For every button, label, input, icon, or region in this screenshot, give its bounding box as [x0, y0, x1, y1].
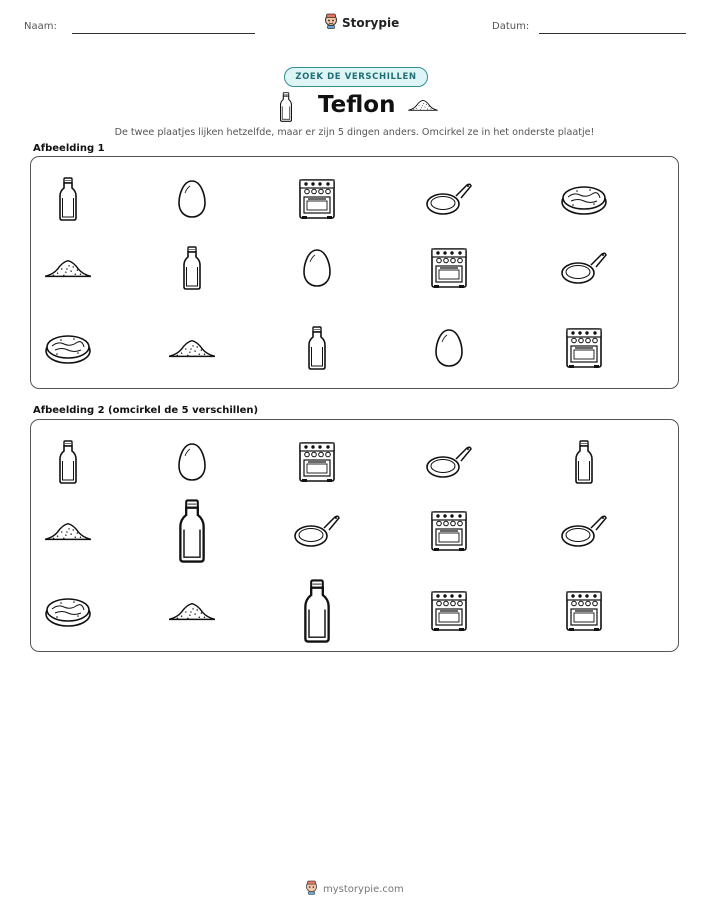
pancake-icon[interactable]: [38, 581, 98, 641]
stove-icon[interactable]: [554, 581, 614, 641]
egg-icon[interactable]: [287, 238, 347, 298]
storypie-mascot-icon: [305, 880, 318, 899]
bottle-icon[interactable]: [162, 238, 222, 298]
stove-icon[interactable]: [287, 169, 347, 229]
pan-icon[interactable]: [287, 501, 347, 561]
brand-name: Storypie: [342, 16, 400, 30]
footer-site: mystorypie.com: [323, 884, 404, 895]
date-field[interactable]: [539, 33, 686, 34]
picture1-panel: [30, 156, 679, 389]
stove-icon[interactable]: [287, 432, 347, 492]
instructions: De twee plaatjes lijken hetzelfde, maar er zijn 5 dingen anders. Omcirkel ze in het onderste plaatje!: [114, 127, 595, 138]
pancake-icon[interactable]: [554, 169, 614, 229]
bottle-icon: [279, 92, 293, 126]
powder-pile-icon[interactable]: [162, 581, 222, 641]
stove-icon[interactable]: [419, 238, 479, 298]
storypie-mascot-icon: [324, 13, 338, 33]
bottle-icon[interactable]: [554, 432, 614, 492]
brand-logo: [324, 13, 399, 33]
pancake-icon[interactable]: [38, 318, 98, 378]
stove-icon[interactable]: [419, 501, 479, 561]
stove-icon[interactable]: [419, 581, 479, 641]
name-field[interactable]: [72, 33, 255, 34]
bottle-icon[interactable]: [38, 169, 98, 229]
name-label: Naam:: [24, 21, 57, 32]
footer: [305, 880, 404, 899]
pan-icon[interactable]: [554, 501, 614, 561]
bottle-icon[interactable]: [287, 581, 347, 641]
picture2-label: Afbeelding 2 (omcirkel de 5 verschillen): [33, 405, 259, 416]
egg-icon[interactable]: [419, 318, 479, 378]
egg-icon[interactable]: [162, 432, 222, 492]
egg-icon[interactable]: [162, 169, 222, 229]
date-label: Datum:: [492, 21, 530, 32]
powder-pile-icon[interactable]: [38, 501, 98, 561]
pan-icon[interactable]: [554, 238, 614, 298]
powder-pile-icon[interactable]: [38, 238, 98, 298]
picture2-panel: [30, 419, 679, 652]
picture1-label: Afbeelding 1: [33, 143, 105, 154]
powder-pile-icon[interactable]: [162, 318, 222, 378]
powder-pile-icon: [407, 96, 439, 118]
pan-icon[interactable]: [419, 169, 479, 229]
bottle-icon[interactable]: [287, 318, 347, 378]
stove-icon[interactable]: [554, 318, 614, 378]
pan-icon[interactable]: [419, 432, 479, 492]
bottle-icon[interactable]: [162, 501, 222, 561]
worksheet-title: Teflon: [318, 92, 396, 118]
activity-badge: ZOEK DE VERSCHILLEN: [284, 67, 428, 87]
bottle-icon[interactable]: [38, 432, 98, 492]
